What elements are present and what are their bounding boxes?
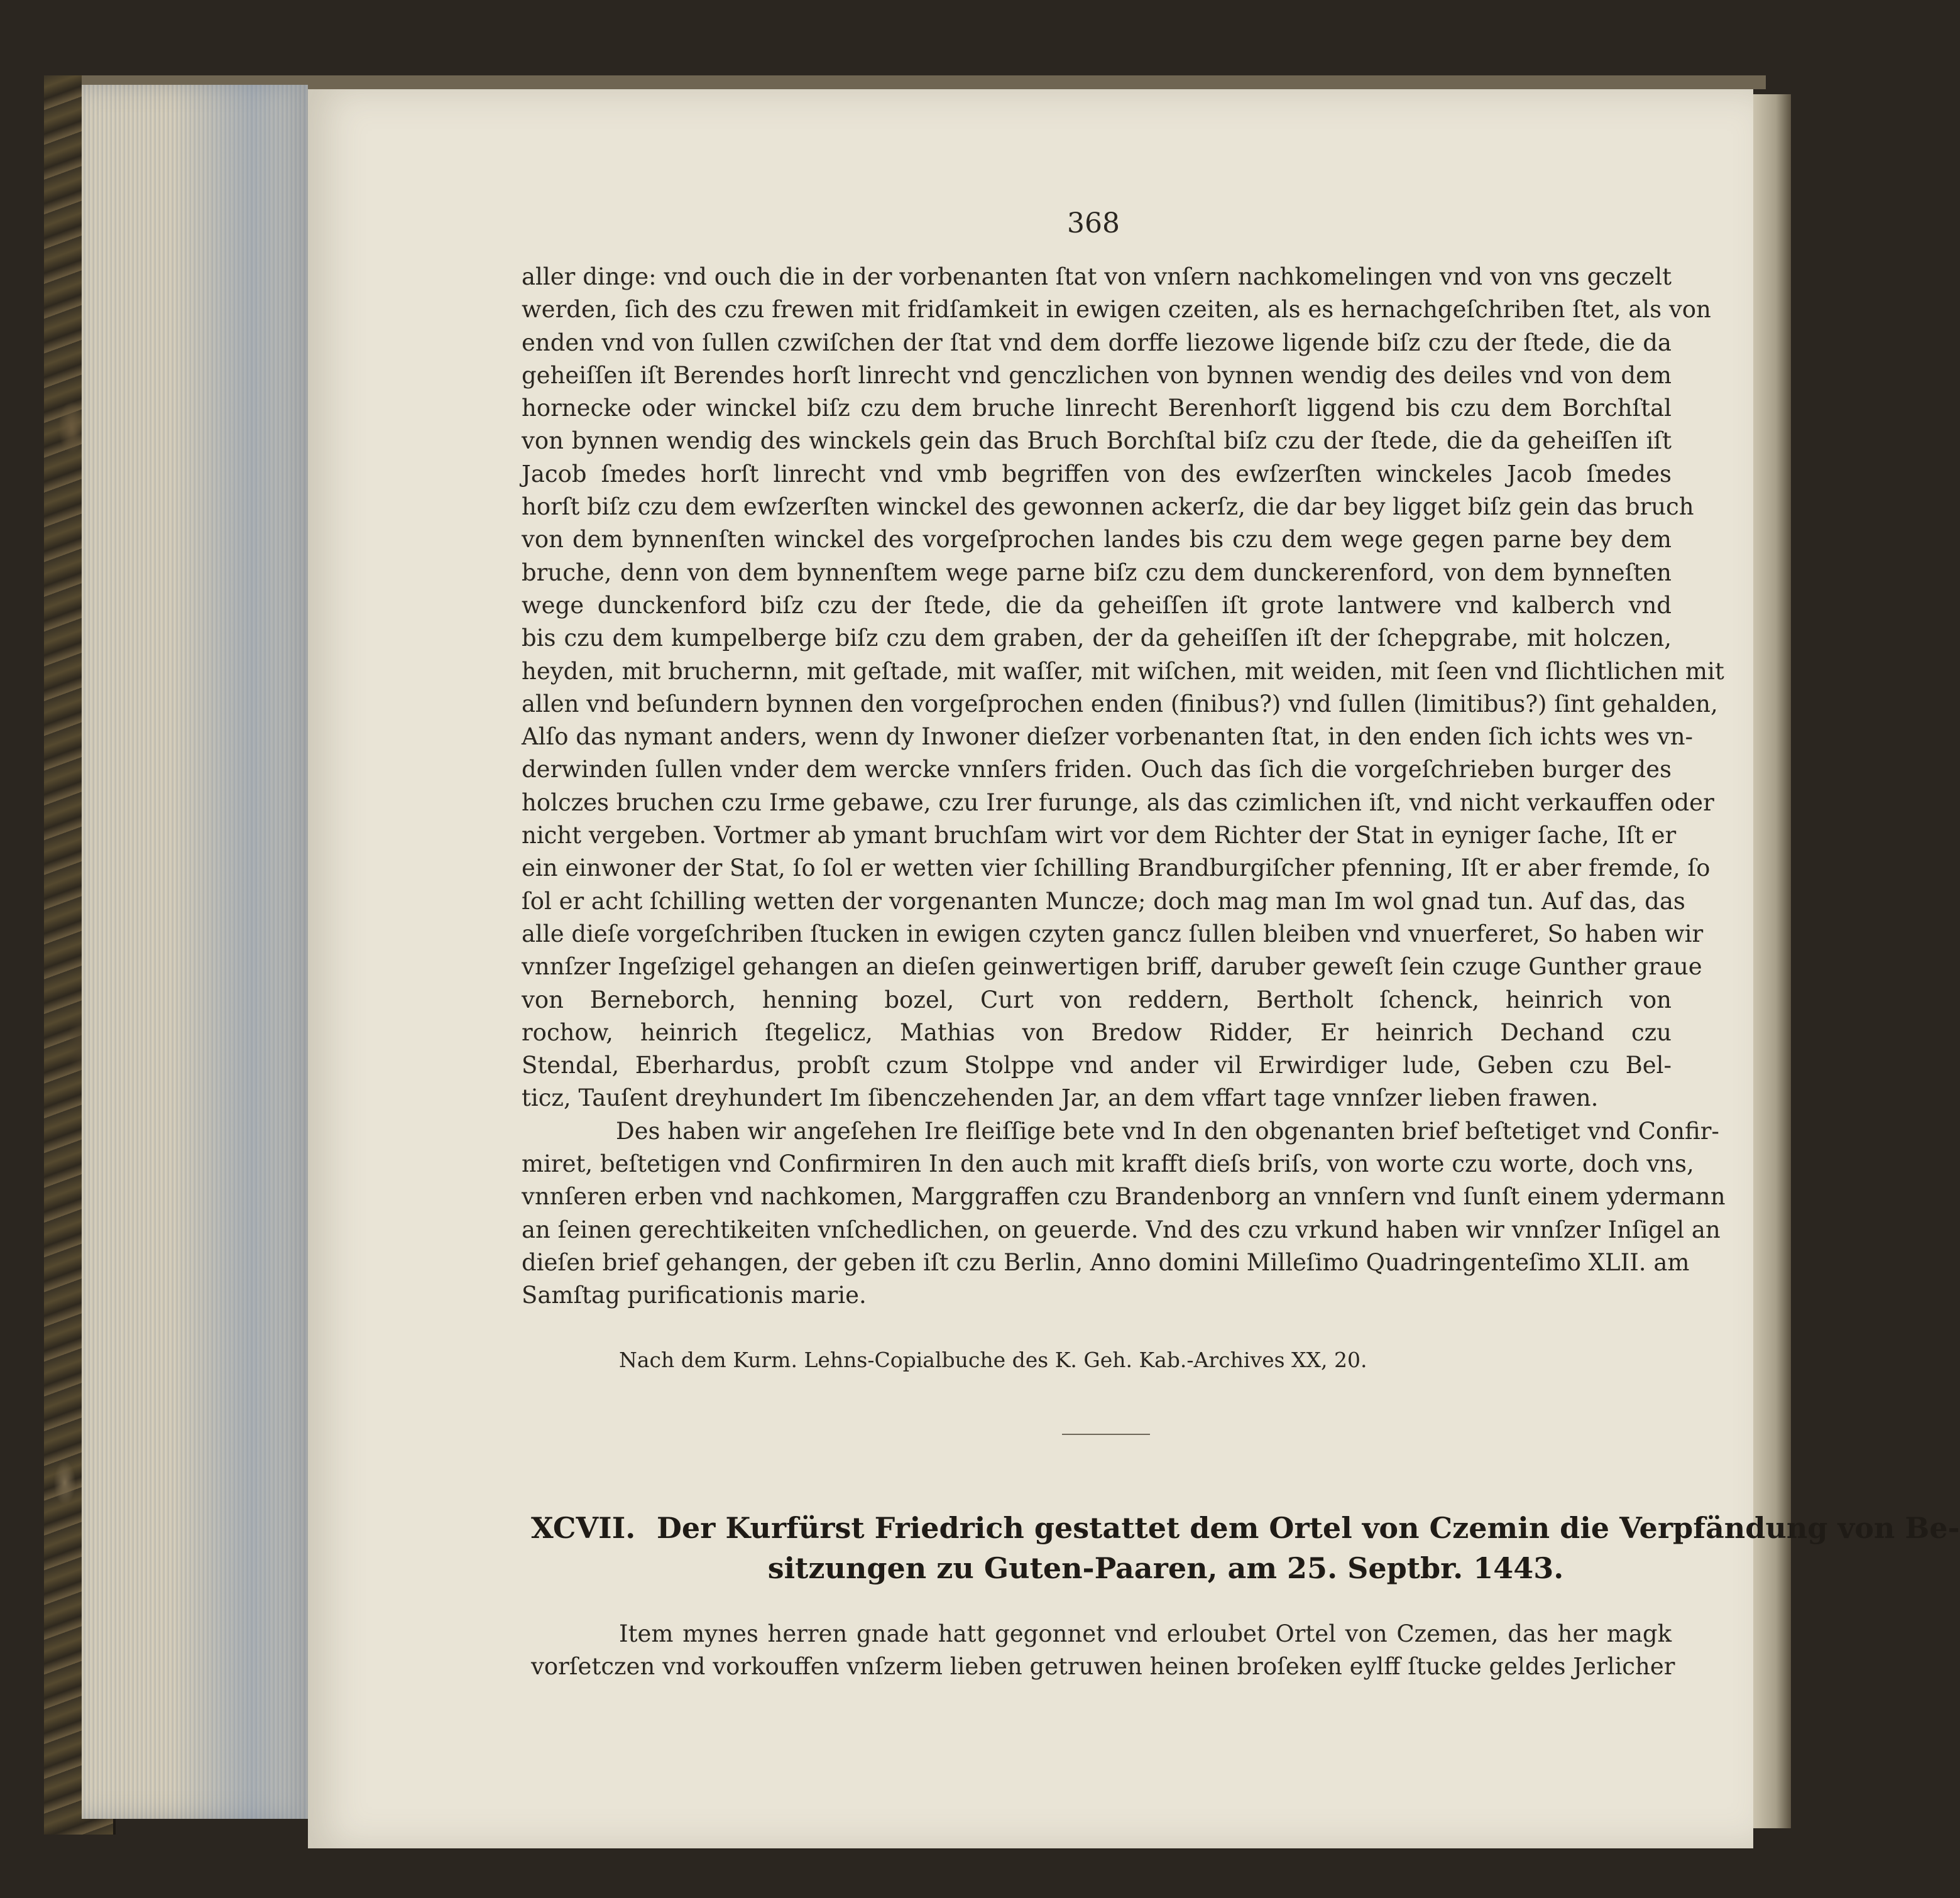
text-line: dieſen brief gehangen, der geben iſt czu Berlin, Anno domini Milleſimo Quadringenteſimo XLII. am [522,1248,1690,1276]
text-line: allen vnd beſundern bynnen den vorgeſprochen enden (finibus?) vnd ſullen (limitibus?) ſint gehalden, [522,690,1718,717]
text-line: vnnſeren erben vnd nachkomen, Marggraffen czu Brandenborg an vnnſern vnd ſunſt einem ydermann [522,1183,1726,1211]
text-line: Des haben wir angeſehen Ire fleiſſige bete vnd In den obgenanten brief beſtetiget vnd Confir- [616,1117,1719,1145]
document-heading [531,1508,1960,1588]
text-line: wege dunckenford biſz czu der ſtede, die da geheiſſen iſt grote lantwere vnd kalberch vnd [522,591,1672,619]
text-line: ſol er acht ſchilling wetten der vorgenanten Muncze; doch mag man Im wol gnad tun. Auf das, das [522,887,1685,915]
book-top-edge [82,75,1766,89]
text-line: vorſetczen vnd vorkouffen vnſzerm lieben getruwen heinen broſeken eylff ſtucke geldes Jerlicher [531,1653,1675,1680]
text-line: von dem bynnenſten winckel des vorgeſprochen landes bis czu dem wege gegen parne bey dem [522,526,1672,554]
document-number: XCVII. [531,1511,636,1545]
heading-line-2: sitzungen zu Guten-Paaren, am 25. Septbr. 1443. [767,1551,1564,1585]
stacked-page-edges [82,85,308,1819]
text-line: an ſeinen gerechtikeiten vnſchedlichen, on geuerde. Vnd des czu vrkund haben wir vnnſzer Inſigel an [522,1216,1721,1243]
text-line: heyden, mit bruchernn, mit geſtade, mit waſſer, mit wiſchen, mit weiden, mit ſeen vnd ſlichtlichen mit [522,657,1724,685]
heading-line-1 [531,1508,1960,1548]
text-line: holczes bruchen czu Irme gebawe, czu Irer furunge, als das czimlichen iſt, vnd nicht verkauffen oder [522,788,1714,816]
text-line: derwinden ſullen vnder dem wercke vnnſers friden. Ouch das ſich die vorgeſchrieben burger des [522,756,1672,783]
text-line: miret, beſtetigen vnd Confirmiren In den auch mit krafft dieſs briſs, von worte czu worte, doch vns, [522,1150,1694,1178]
source-note: Nach dem Kurm. Lehns-Copialbuche des K. Geh. Kab.-Archives XX, 20. [619,1348,1367,1372]
text-line: von bynnen wendig des winckels gein das Bruch Borchſtal biſz czu der ſtede, die da geheiſſen iſt [522,427,1672,455]
text-line: enden vnd von ſullen czwiſchen der ſtat vnd dem dorffe liezowe ligende biſz czu der ſtede, die da [522,329,1672,356]
text-line: hornecke oder winckel biſz czu dem bruche linrecht Berenhorſt liggend bis czu dem Borchſtal [522,395,1672,422]
text-line: vnnſzer Ingeſzigel gehangen an dieſen geinwertigen briff, daruber geweſt ſein czuge Gunther graue [522,953,1702,981]
document-text-block [531,1618,1675,1683]
heading-text-1: Der Kurfürst Friedrich gestattet dem Ortel von Czemin die Verpfändung von Be- [657,1511,1960,1545]
section-divider [1062,1434,1150,1435]
text-line: Jacob ſmedes horſt linrecht vnd vmb begriffen von des ewſzerſten winckeles Jacob ſmedes [522,460,1672,488]
text-line: geheiſſen iſt Berendes horſt linrecht vnd genczlichen von bynnen wendig des deiles vnd von dem [522,361,1672,389]
text-line: rochow, heinrich ſtegelicz, Mathias von Bredow Ridder, Er heinrich Dechand czu [522,1018,1672,1046]
text-line: ticz, Tauſent dreyhundert Im ſibenczehenden Jar, an dem vffart tage vnnſzer lieben frawen. [522,1084,1599,1112]
text-line: von Berneborch, henning bozel, Curt von reddern, Bertholt ſchenck, heinrich von [522,986,1672,1013]
text-line: alle dieſe vorgeſchriben ſtucken in ewigen czyten gancz ſullen bleiben vnd vnuerferet, So haben wir [522,920,1704,947]
text-line: Stendal, Eberhardus, probſt czum Stolppe vnd ander vil Erwirdiger lude, Geben czu Bel- [522,1052,1672,1079]
text-line: bruche, denn von dem bynnenſtem wege parne biſz czu dem dunckerenford, von dem bynneſten [522,559,1672,586]
text-line: Item mynes herren gnade hatt gegonnet vnd erloubet Ortel von Czemen, das her magk [619,1620,1672,1647]
text-line: aller dinge: vnd ouch die in der vorbenanten ſtat von vnſern nachkomelingen vnd von vns geczelt [522,263,1672,290]
text-line: Samſtag purificationis marie. [522,1282,867,1309]
page-number: 368 [1067,207,1120,239]
main-text-block [522,261,1726,1312]
text-line: bis czu dem kumpelberge biſz czu dem graben, der da geheiſſen iſt der ſchepgrabe, mit holczen, [522,624,1672,652]
text-line: werden, ſich des czu frewen mit fridſamkeit in ewigen czeiten, als es hernachgeſchriben ſtet, als von [522,296,1711,324]
text-line: Alſo das nymant anders, wenn dy Inwoner dieſzer vorbenanten ſtat, in den enden ſich ichts wes vn- [522,723,1694,751]
text-line: nicht vergeben. Vortmer ab ymant bruchſam wirt vor dem Richter der Stat in eyniger ſache, Iſt er [522,822,1677,849]
text-line: ein einwoner der Stat, ſo ſol er wetten vier ſchilling Brandburgiſcher pfenning, Iſt er aber fremde, ſo [522,854,1711,882]
text-line: horſt biſz czu dem ewſzerſten winckel des gewonnen ackerſz, die dar bey ligget biſz gein das bruch [522,493,1694,521]
facing-page-edge [1753,94,1791,1828]
